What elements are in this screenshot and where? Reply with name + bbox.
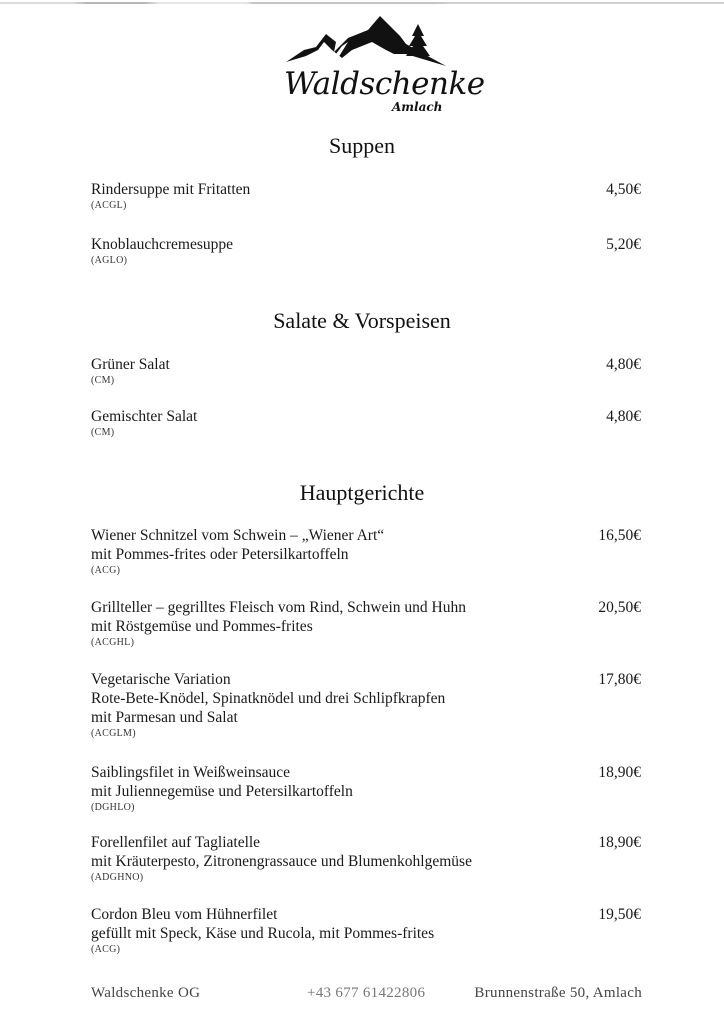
menu-item bbox=[91, 598, 641, 649]
item-description: mit Juliennegemüse und Petersilkartoffeln bbox=[91, 783, 353, 800]
item-description: Rote-Bete-Knödel, Spinatknödel und drei Schlipfkrapfen bbox=[91, 690, 446, 707]
menu-item bbox=[91, 670, 641, 740]
restaurant-location: Amlach bbox=[392, 100, 443, 114]
item-description: mit Röstgemüse und Pommes-frites bbox=[91, 618, 313, 635]
item-allergens: (ACGLM) bbox=[91, 728, 136, 739]
item-description: mit Pommes-frites oder Petersilkartoffeln bbox=[91, 546, 349, 563]
item-name: Saiblingsfilet in Weißweinsauce bbox=[91, 764, 291, 781]
section-title-hauptgerichte: Hauptgerichte bbox=[299, 480, 425, 505]
item-price: 18,90€ bbox=[598, 834, 641, 851]
item-price: 4,80€ bbox=[606, 356, 641, 373]
item-allergens: (ACGL) bbox=[91, 200, 127, 211]
item-allergens: (ACG) bbox=[91, 944, 121, 955]
item-price: 17,80€ bbox=[598, 671, 641, 688]
item-price: 4,50€ bbox=[606, 181, 641, 198]
menu-item bbox=[91, 235, 641, 267]
item-allergens: (ACGHL) bbox=[91, 637, 135, 648]
item-price: 19,50€ bbox=[598, 906, 641, 923]
menu-item bbox=[91, 905, 641, 956]
item-price: 4,80€ bbox=[606, 408, 641, 425]
item-name: Forellenfilet auf Tagliatelle bbox=[91, 834, 261, 851]
menu-item bbox=[91, 180, 641, 212]
menu-item bbox=[91, 833, 641, 884]
menu-item bbox=[91, 526, 641, 577]
item-name: Rindersuppe mit Fritatten bbox=[91, 181, 251, 198]
item-price: 20,50€ bbox=[598, 599, 641, 616]
footer-address: Brunnenstraße 50, Amlach bbox=[474, 985, 642, 1001]
item-name: Grillteller – gegrilltes Fleisch vom Rind, Schwein und Huhn bbox=[91, 599, 466, 616]
item-description: mit Kräuterpesto, Zitronengrassauce und Blumenkohlgemüse bbox=[91, 853, 472, 870]
footer-company: Waldschenke OG bbox=[91, 985, 201, 1001]
item-allergens: (ACG) bbox=[91, 565, 121, 576]
item-name: Knoblauchcremesuppe bbox=[91, 236, 234, 253]
item-allergens: (CM) bbox=[91, 427, 115, 438]
item-name: Gemischter Salat bbox=[91, 408, 198, 425]
menu-item bbox=[91, 407, 641, 439]
item-name: Cordon Bleu vom Hühnerfilet bbox=[91, 906, 278, 923]
item-name: Vegetarische Variation bbox=[91, 671, 231, 688]
menu-item bbox=[91, 355, 641, 387]
section-title-salate: Salate & Vorspeisen bbox=[273, 308, 451, 333]
menu-item bbox=[91, 763, 641, 814]
footer bbox=[91, 985, 642, 1005]
section-title-suppen: Suppen bbox=[329, 133, 395, 158]
item-price: 16,50€ bbox=[598, 527, 641, 544]
item-price: 5,20€ bbox=[606, 236, 641, 253]
scan-edge-line bbox=[0, 2, 724, 4]
item-name: Wiener Schnitzel vom Schwein – „Wiener Art“ bbox=[91, 527, 385, 544]
mountain-tree-icon bbox=[276, 14, 456, 74]
item-description: gefüllt mit Speck, Käse und Rucola, mit Pommes-frites bbox=[91, 925, 435, 942]
item-allergens: (CM) bbox=[91, 375, 115, 386]
footer-phone: +43 677 61422806 bbox=[307, 985, 426, 1001]
item-description: mit Parmesan und Salat bbox=[91, 709, 238, 726]
item-price: 18,90€ bbox=[598, 764, 641, 781]
item-allergens: (DGHLO) bbox=[91, 802, 135, 813]
item-name: Grüner Salat bbox=[91, 356, 170, 373]
logo bbox=[276, 14, 485, 114]
item-allergens: (AGLO) bbox=[91, 255, 128, 266]
item-allergens: (ADGHNO) bbox=[91, 872, 144, 883]
restaurant-name: Waldschenke bbox=[284, 66, 485, 102]
